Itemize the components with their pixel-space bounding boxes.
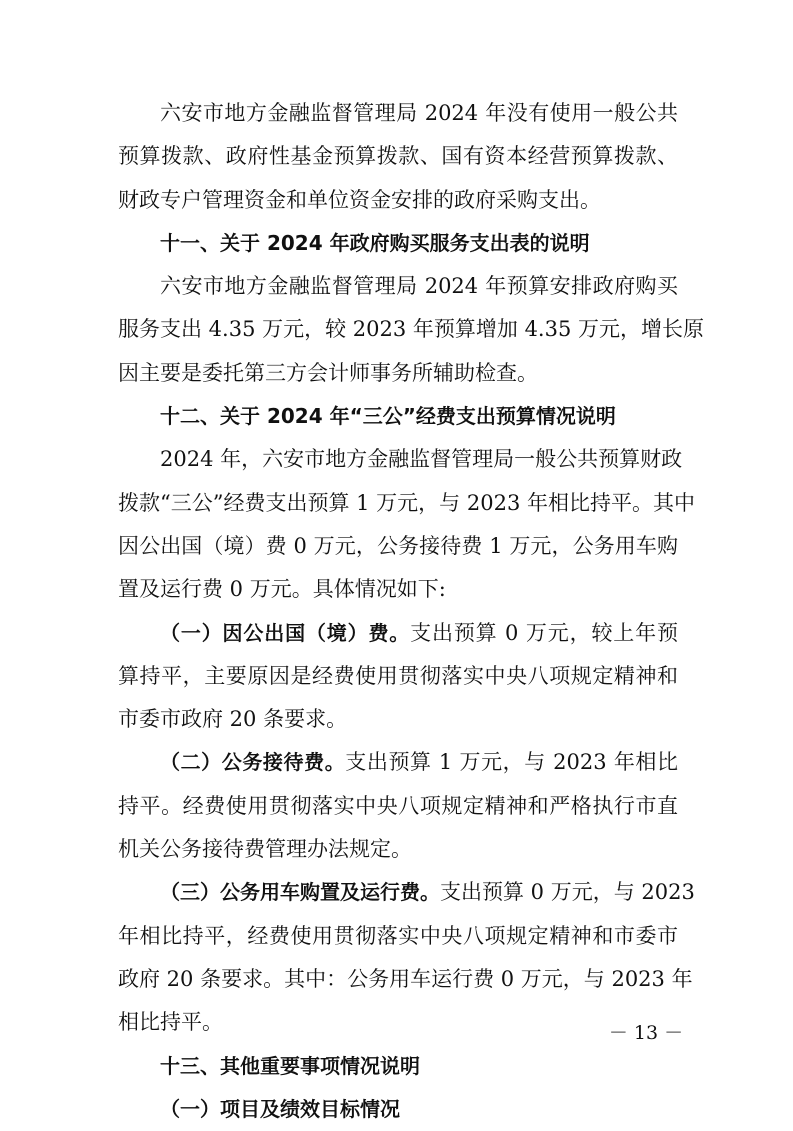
text-line: 预算拨款、政府性基金预算拨款、国有资本经营预算拨款、 bbox=[118, 144, 678, 169]
text-line: 年相比持平，经费使用贯彻落实中央八项规定精神和市委市 bbox=[118, 923, 678, 948]
item-lead: （三）公务用车购置及运行费。 bbox=[160, 880, 440, 905]
paragraph-item-1 bbox=[118, 612, 678, 742]
text-line bbox=[118, 612, 678, 655]
text-line: 服务支出 4.35 万元，较 2023 年预算增加 4.35 万元，增长原 bbox=[118, 317, 705, 342]
text-line: 算持平，主要原因是经费使用贯彻落实中央八项规定精神和 bbox=[118, 663, 678, 688]
section-heading: 十三、其他重要事项情况说明 bbox=[160, 1053, 420, 1078]
item-lead: （一）因公出国（境）费。 bbox=[160, 620, 411, 645]
text-line: 2024 年，六安市地方金融监督管理局一般公共预算财政 bbox=[160, 447, 683, 472]
text-line: 市委市政府 20 条要求。 bbox=[118, 707, 348, 732]
paragraph bbox=[118, 438, 695, 611]
text-line: 相比持平。 bbox=[118, 1010, 223, 1035]
text-line: 财政专户管理资金和单位资金安排的政府采购支出。 bbox=[118, 187, 601, 212]
paragraph-item-2 bbox=[118, 741, 678, 871]
text-line: 因主要是委托第三方会计师事务所辅助检查。 bbox=[118, 360, 538, 385]
paragraph bbox=[118, 92, 678, 222]
item-text: 支出预算 0 万元，较上年预 bbox=[410, 620, 678, 645]
text-line: 因公出国（境）费 0 万元，公务接待费 1 万元，公务用车购 bbox=[118, 533, 678, 558]
text-line bbox=[118, 741, 678, 784]
text-line: 持平。经费使用贯彻落实中央八项规定精神和严格执行市直 bbox=[118, 793, 678, 818]
item-lead: （二）公务接待费。 bbox=[160, 750, 346, 775]
text-line bbox=[118, 871, 695, 914]
paragraph bbox=[118, 265, 705, 395]
page-body bbox=[118, 92, 705, 1131]
text-line: 六安市地方金融监督管理局 2024 年没有使用一般公共 bbox=[160, 101, 678, 125]
item-text: 支出预算 1 万元，与 2023 年相比 bbox=[345, 750, 678, 775]
text-line: 机关公务接待费管理办法规定。 bbox=[118, 837, 412, 862]
section-heading: 十二、关于 2024 年“三公”经费支出预算情况说明 bbox=[160, 404, 616, 429]
text-line: 置及运行费 0 万元。具体情况如下: bbox=[118, 577, 446, 602]
section-heading: 十一、关于 2024 年政府购买服务支出表的说明 bbox=[160, 230, 590, 255]
text-line: 政府 20 条要求。其中：公务用车运行费 0 万元，与 2023 年 bbox=[118, 966, 693, 991]
page-number: － 13 － bbox=[608, 1022, 684, 1044]
paragraph-item-3 bbox=[118, 871, 695, 1044]
item-text: 支出预算 0 万元，与 2023 bbox=[440, 880, 695, 905]
subsection-heading: （一）项目及绩效目标情况 bbox=[160, 1096, 400, 1121]
text-line: 拨款“三公”经费支出预算 1 万元，与 2023 年相比持平。其中 bbox=[118, 490, 695, 515]
text-line: 六安市地方金融监督管理局 2024 年预算安排政府购买 bbox=[160, 274, 678, 299]
